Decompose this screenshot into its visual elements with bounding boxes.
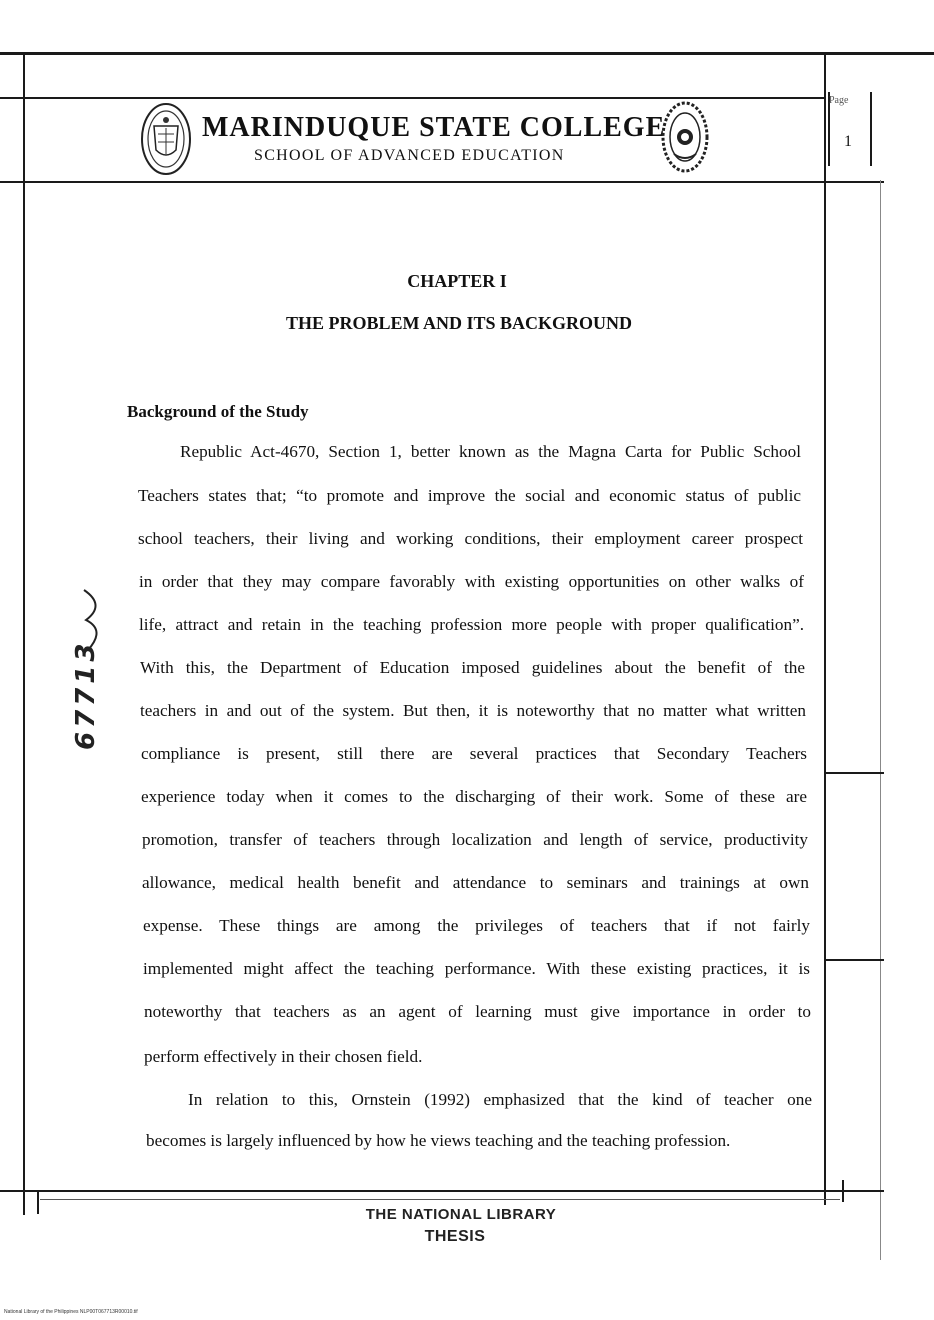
body-line: noteworthy that teachers as an agent of learning must give importance in order to: [144, 1002, 811, 1021]
college-name: MARINDUQUE STATE COLLEGE: [202, 112, 666, 143]
body-line: becomes is largely influenced by how he views teaching and the teaching profession.: [146, 1131, 731, 1150]
school-seal-icon: [660, 100, 710, 174]
scan-credit: National Library of the Philippines NLP00T067713R00010.tif: [4, 1309, 138, 1315]
body-line: Teachers states that; “to promote and improve the social and economic status of public: [138, 486, 801, 505]
body-line: perform effectively in their chosen field.: [144, 1047, 423, 1066]
body-line: implemented might affect the teaching performance. With these existing practices, it is: [143, 959, 810, 978]
body-line: expense. These things are among the privileges of teachers that if not fairly: [143, 916, 810, 935]
handwritten-accession-note: 67713: [56, 590, 116, 770]
right-border-line: [824, 55, 826, 1205]
page-label: Page: [829, 95, 849, 106]
body-line: school teachers, their living and working conditions, their employment career prospect: [138, 529, 803, 548]
bottom-border-line-2: [40, 1199, 840, 1200]
school-name: SCHOOL OF ADVANCED EDUCATION: [254, 147, 565, 164]
section-heading: Background of the Study: [127, 402, 309, 421]
body-line: life, attract and retain in the teaching profession more people with proper qualification”.: [139, 615, 804, 634]
thesis-stamp: THESIS: [424, 1228, 486, 1245]
header-top-line: [0, 97, 826, 99]
body-line: teachers in and out of the system. But then, it is noteworthy that no matter what written: [140, 701, 806, 720]
body-line: In relation to this, Ornstein (1992) emphasized that the kind of teacher one: [188, 1090, 812, 1109]
college-header: [140, 100, 720, 178]
side-tick-1: [826, 772, 884, 774]
library-stamp: THE NATIONAL LIBRARY: [365, 1206, 557, 1223]
side-tick-2: [826, 959, 884, 961]
bottom-right-tick: [842, 1180, 844, 1202]
header-bottom-line: [0, 181, 884, 183]
body-line: in order that they may compare favorably with existing opportunities on other walks of: [139, 572, 804, 591]
college-seal-icon: [140, 102, 192, 176]
body-line: allowance, medical health benefit and attendance to seminars and trainings at own: [142, 873, 809, 892]
left-border-line: [23, 55, 25, 1215]
chapter-title: THE PROBLEM AND ITS BACKGROUND: [285, 313, 633, 333]
body-line: With this, the Department of Education imposed guidelines about the benefit of the: [140, 658, 805, 677]
body-line: Republic Act-4670, Section 1, better known as the Magna Carta for Public School: [180, 442, 801, 461]
right-outer-line: [880, 180, 881, 1260]
chapter-number: CHAPTER I: [407, 271, 507, 291]
body-line: compliance is present, still there are several practices that Secondary Teachers: [141, 744, 807, 763]
body-line: experience today when it comes to the discharging of their work. Some of these are: [141, 787, 807, 806]
page-number: 1: [844, 133, 852, 150]
body-line: promotion, transfer of teachers through localization and length of service, productivity: [142, 830, 808, 849]
top-border-line: [0, 52, 934, 55]
bottom-border-line: [0, 1190, 884, 1192]
